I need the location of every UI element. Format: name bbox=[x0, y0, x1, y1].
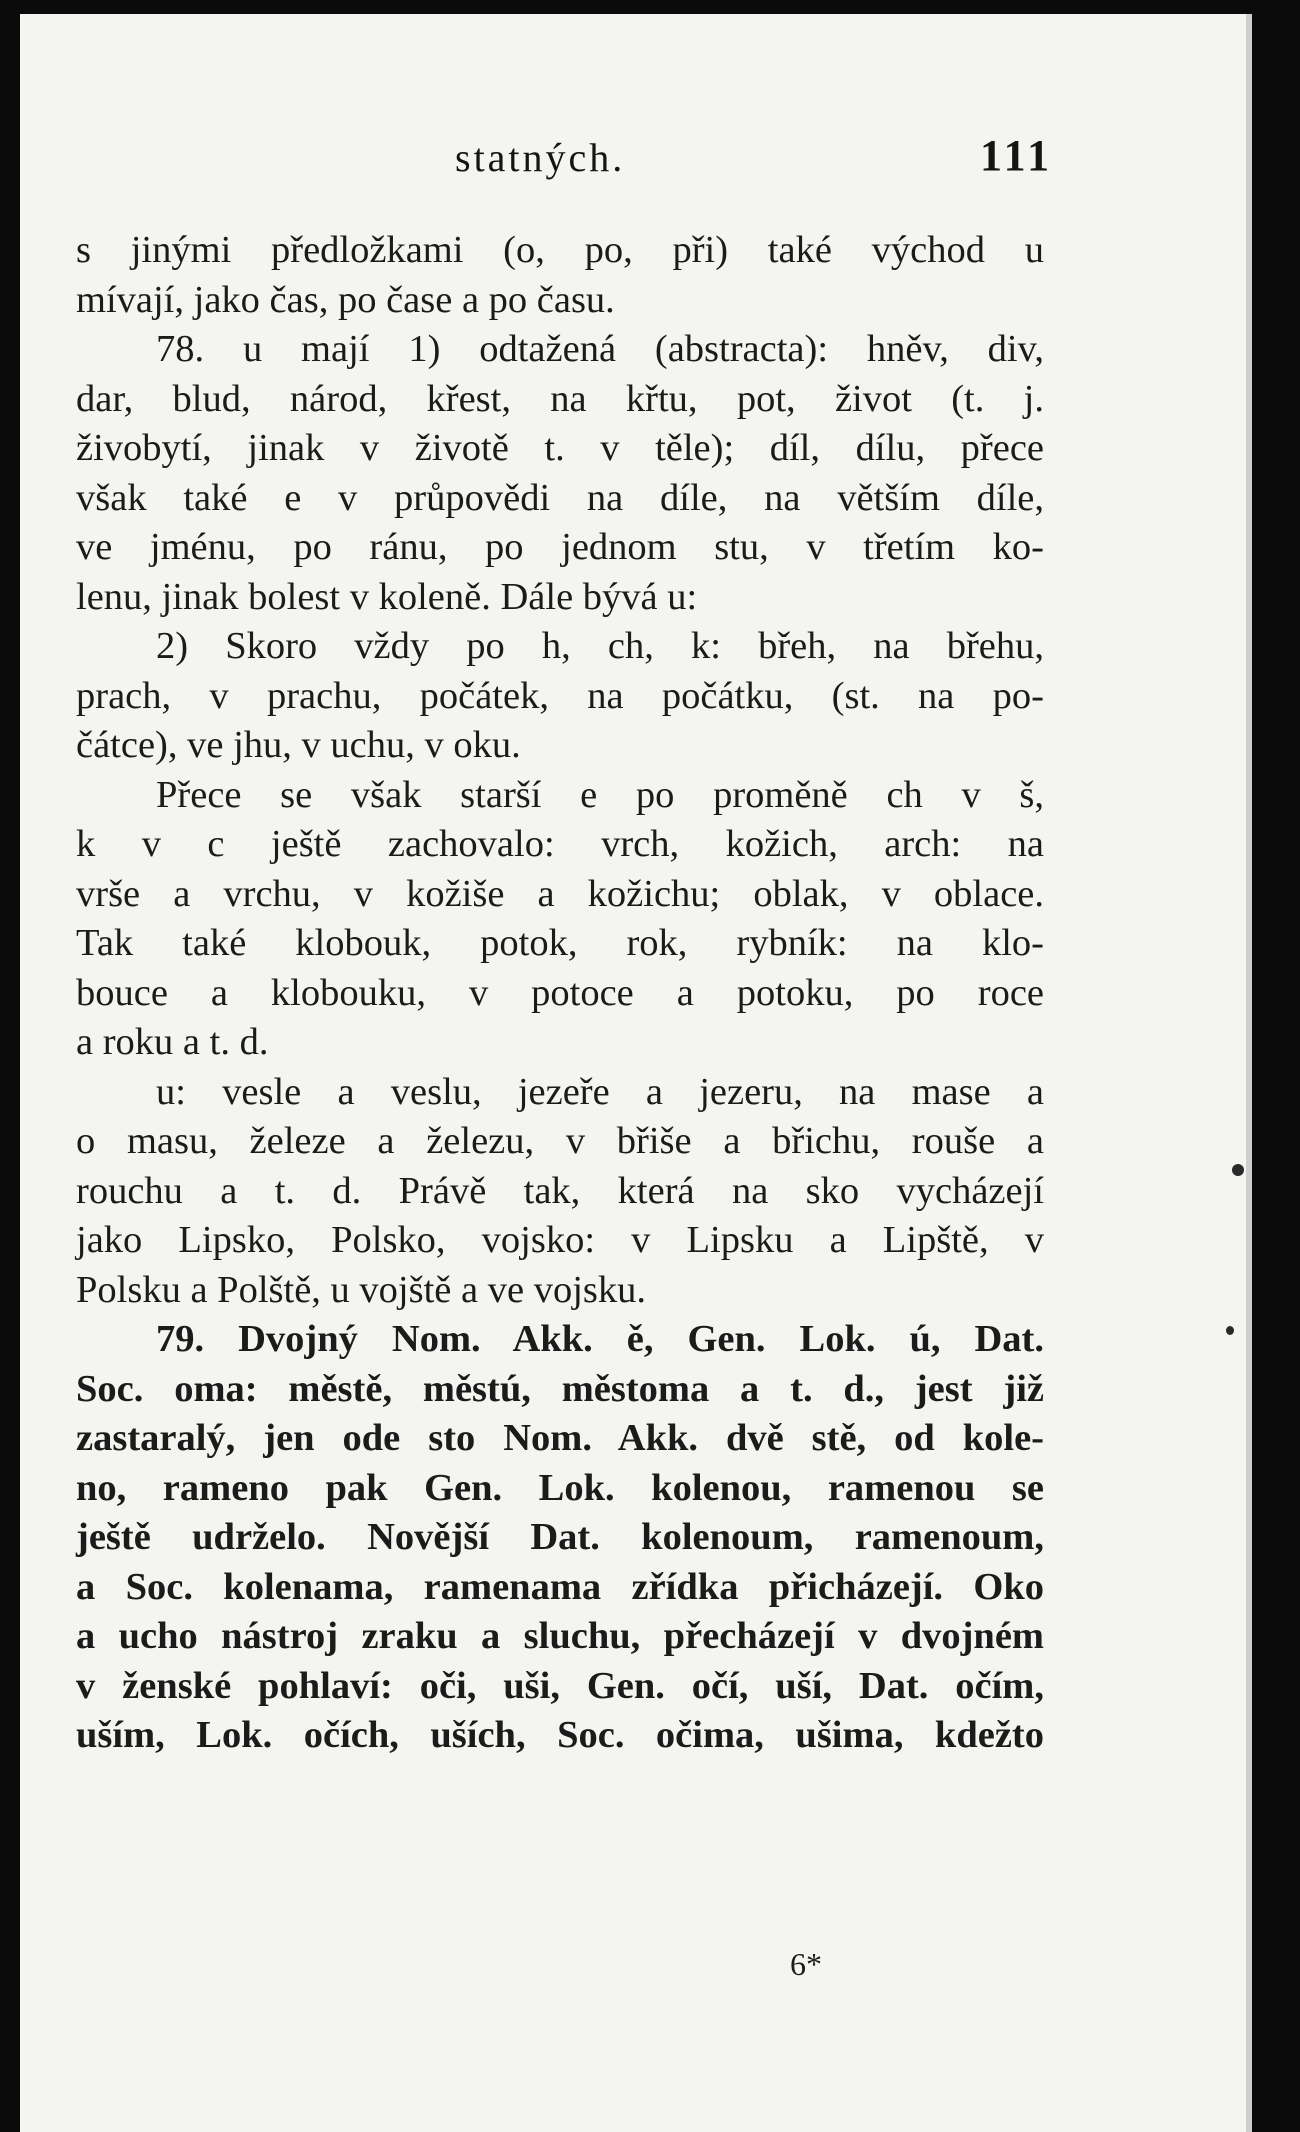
text-line: 79. Dvojný Nom. Akk. ě, Gen. Lok. ú, Dat. bbox=[156, 1318, 1044, 1360]
book-page bbox=[20, 14, 1252, 2132]
page-header bbox=[20, 131, 1252, 194]
text-line: čátce), ve jhu, v uchu, v oku. bbox=[76, 724, 521, 766]
text-line: u: vesle a veslu, jezeře a jezeru, na mase a bbox=[156, 1070, 1044, 1113]
text-line: prach, v prachu, počátek, na počátku, (st. na po- bbox=[76, 674, 1044, 717]
text-line: 78. u mají 1) odtažená (abstracta): hněv, div, bbox=[156, 328, 1044, 370]
text-line: dar, blud, národ, křest, na křtu, pot, život (t. j. bbox=[76, 377, 1044, 420]
text-line: ještě udrželo. Novější Dat. kolenoum, ramenoum, bbox=[76, 1516, 1044, 1558]
text-line: 2) Skoro vždy po h, ch, k: břeh, na břehu, bbox=[156, 625, 1044, 667]
text-line: jako Lipsko, Polsko, vojsko: v Lipsku a Lipště, v bbox=[76, 1219, 1044, 1261]
text-line: k v c ještě zachovalo: vrch, kožich, arch: na bbox=[76, 823, 1044, 865]
running-title: statných. bbox=[455, 135, 626, 180]
text-line: Soc. oma: městě, městú, městoma a t. d., jest již bbox=[76, 1367, 1044, 1410]
page-number: 111 bbox=[980, 131, 1054, 180]
text-line: uším, Lok. očích, uších, Soc. očima, ušima, kdežto bbox=[76, 1714, 1044, 1756]
signature-mark: 6* bbox=[790, 1946, 822, 1982]
text-line: no, rameno pak Gen. Lok. kolenou, ramenou se bbox=[76, 1466, 1044, 1509]
text-line: a roku a t. d. bbox=[76, 1021, 269, 1063]
text-line: a ucho nástroj zraku a sluchu, přecházejí v dvojném bbox=[76, 1615, 1044, 1657]
text-line: zastaralý, jen ode sto Nom. Akk. dvě stě, od kole- bbox=[76, 1417, 1044, 1459]
text-line: mívají, jako čas, po čase a po času. bbox=[76, 278, 615, 321]
text-line: v ženské pohlaví: oči, uši, Gen. očí, uší, Dat. očím, bbox=[76, 1664, 1044, 1707]
ink-speck bbox=[1232, 1164, 1244, 1176]
text-line: ve jménu, po ránu, po jednom stu, v třetím ko- bbox=[76, 526, 1044, 568]
text-line: rouchu a t. d. Právě tak, která na sko vycházejí bbox=[76, 1169, 1044, 1212]
text-line: a Soc. kolenama, ramenama zřídka přicházejí. Oko bbox=[76, 1565, 1044, 1608]
text-line: s jinými předložkami (o, po, při) také východ u bbox=[76, 229, 1044, 271]
text-line: bouce a klobouku, v potoce a potoku, po roce bbox=[76, 971, 1044, 1014]
text-line: živobytí, jinak v životě t. v těle); díl, dílu, přece bbox=[76, 427, 1044, 469]
text-line: vrše a vrchu, v kožiše a kožichu; oblak, v oblace. bbox=[76, 872, 1044, 915]
text-line: Polsku a Polště, u vojště a ve vojsku. bbox=[76, 1268, 646, 1311]
body-text bbox=[76, 226, 1044, 1761]
text-line: Tak také klobouk, potok, rok, rybník: na klo- bbox=[76, 922, 1044, 964]
text-line: lenu, jinak bolest v koleně. Dále bývá u: bbox=[76, 575, 698, 618]
text-line: o masu, železe a železu, v břiše a břichu, rouše a bbox=[76, 1120, 1044, 1162]
text-line: však také e v průpovědi na díle, na větším díle, bbox=[76, 476, 1044, 519]
text-line: Přece se však starší e po proměně ch v š, bbox=[156, 773, 1044, 816]
ink-speck bbox=[1226, 1326, 1234, 1335]
